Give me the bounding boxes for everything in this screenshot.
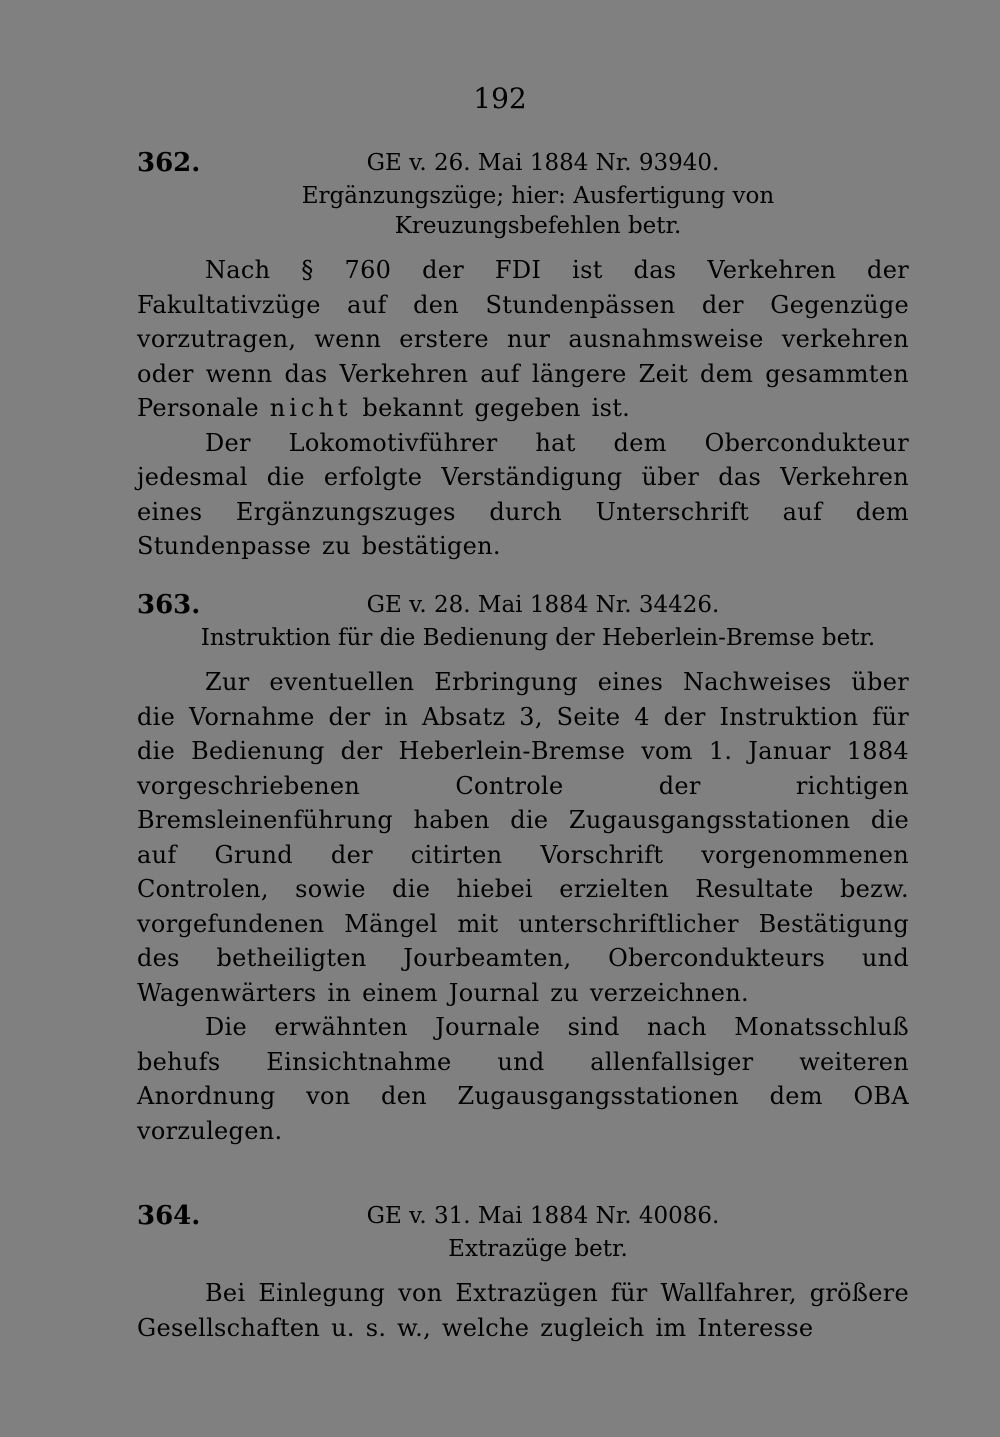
paragraph — [137, 253, 909, 426]
page-number: 192 — [473, 82, 527, 115]
entry-subject: Extrazüge betr. — [448, 1236, 628, 1262]
entry-header — [137, 1198, 909, 1234]
paragraph: Zur eventuellen Erbringung eines Nachweises über die Vornahme der in Absatz 3, Seite 4 der Instruktion für die Bedienung der Heberlein-Bremse vom 1. Januar 1884 vorgeschriebenen Controle der richtigen Bremsleinenführung haben die Zugausgangsstationen die auf Grund der citirten Vorschrift vorgenommenen Controlen, sowie die hiebei erzielten Resultate bezw. vorgefundenen Mängel mit unterschriftlicher Bestätigung des betheiligten Jourbeamten, Obercondukteurs und Wagenwärters in einem Journal zu verzeichnen. — [137, 668, 909, 1007]
entry-number: 362. — [137, 148, 201, 178]
paragraph: Die erwähnten Journale sind nach Monatsschluß behufs Einsichtnahme und allenfallsiger weiteren Anordnung von den Zugausgangsstationen dem OBA vorzulegen. — [137, 1013, 909, 1145]
entry-reference: GE v. 28. Mai 1884 Nr. 34426. — [366, 592, 720, 618]
entry-363 — [137, 587, 909, 1148]
entry-364 — [137, 1198, 909, 1345]
entry-body — [137, 665, 909, 1148]
entry-body — [137, 253, 909, 564]
entry-reference: GE v. 26. Mai 1884 Nr. 93940. — [366, 150, 720, 176]
paragraph: Der Lokomotivführer hat dem Obercondukteur jedesmal die erfolgte Verständigung über das Verkehren eines Ergänzungszuges durch Unterschrift auf dem Stundenpasse zu bestätigen. — [137, 428, 909, 560]
entry-header — [137, 145, 909, 181]
entry-number: 364. — [137, 1201, 201, 1231]
entry-362 — [137, 145, 909, 564]
entry-body — [137, 1276, 909, 1345]
entry-reference: GE v. 31. Mai 1884 Nr. 40086. — [366, 1203, 720, 1229]
entry-subject: Ergänzungszüge; hier: Ausfertigung von Kreuzungsbefehlen betr. — [301, 183, 775, 239]
entry-number: 363. — [137, 590, 201, 620]
paragraph-text: Nach § 760 der FDI ist das Verkehren der Fakultativzüge auf den Stundenpässen der Gegenzüge vorzutragen, wenn erstere nur ausnahmsweise verkehren oder wenn das Verkehren auf längere Zeit dem gesammten Personale — [137, 256, 909, 422]
paragraph-text: bekannt gegeben ist. — [362, 394, 631, 422]
spaced-emphasis: nicht — [269, 394, 352, 422]
entry-header — [137, 587, 909, 623]
paragraph: Bei Einlegung von Extrazügen für Wallfahrer, größere Gesellschaften u. s. w., welche zugleich im Interesse — [137, 1279, 909, 1342]
entry-subject: Instruktion für die Bedienung der Heberlein-Bremse betr. — [200, 625, 876, 651]
